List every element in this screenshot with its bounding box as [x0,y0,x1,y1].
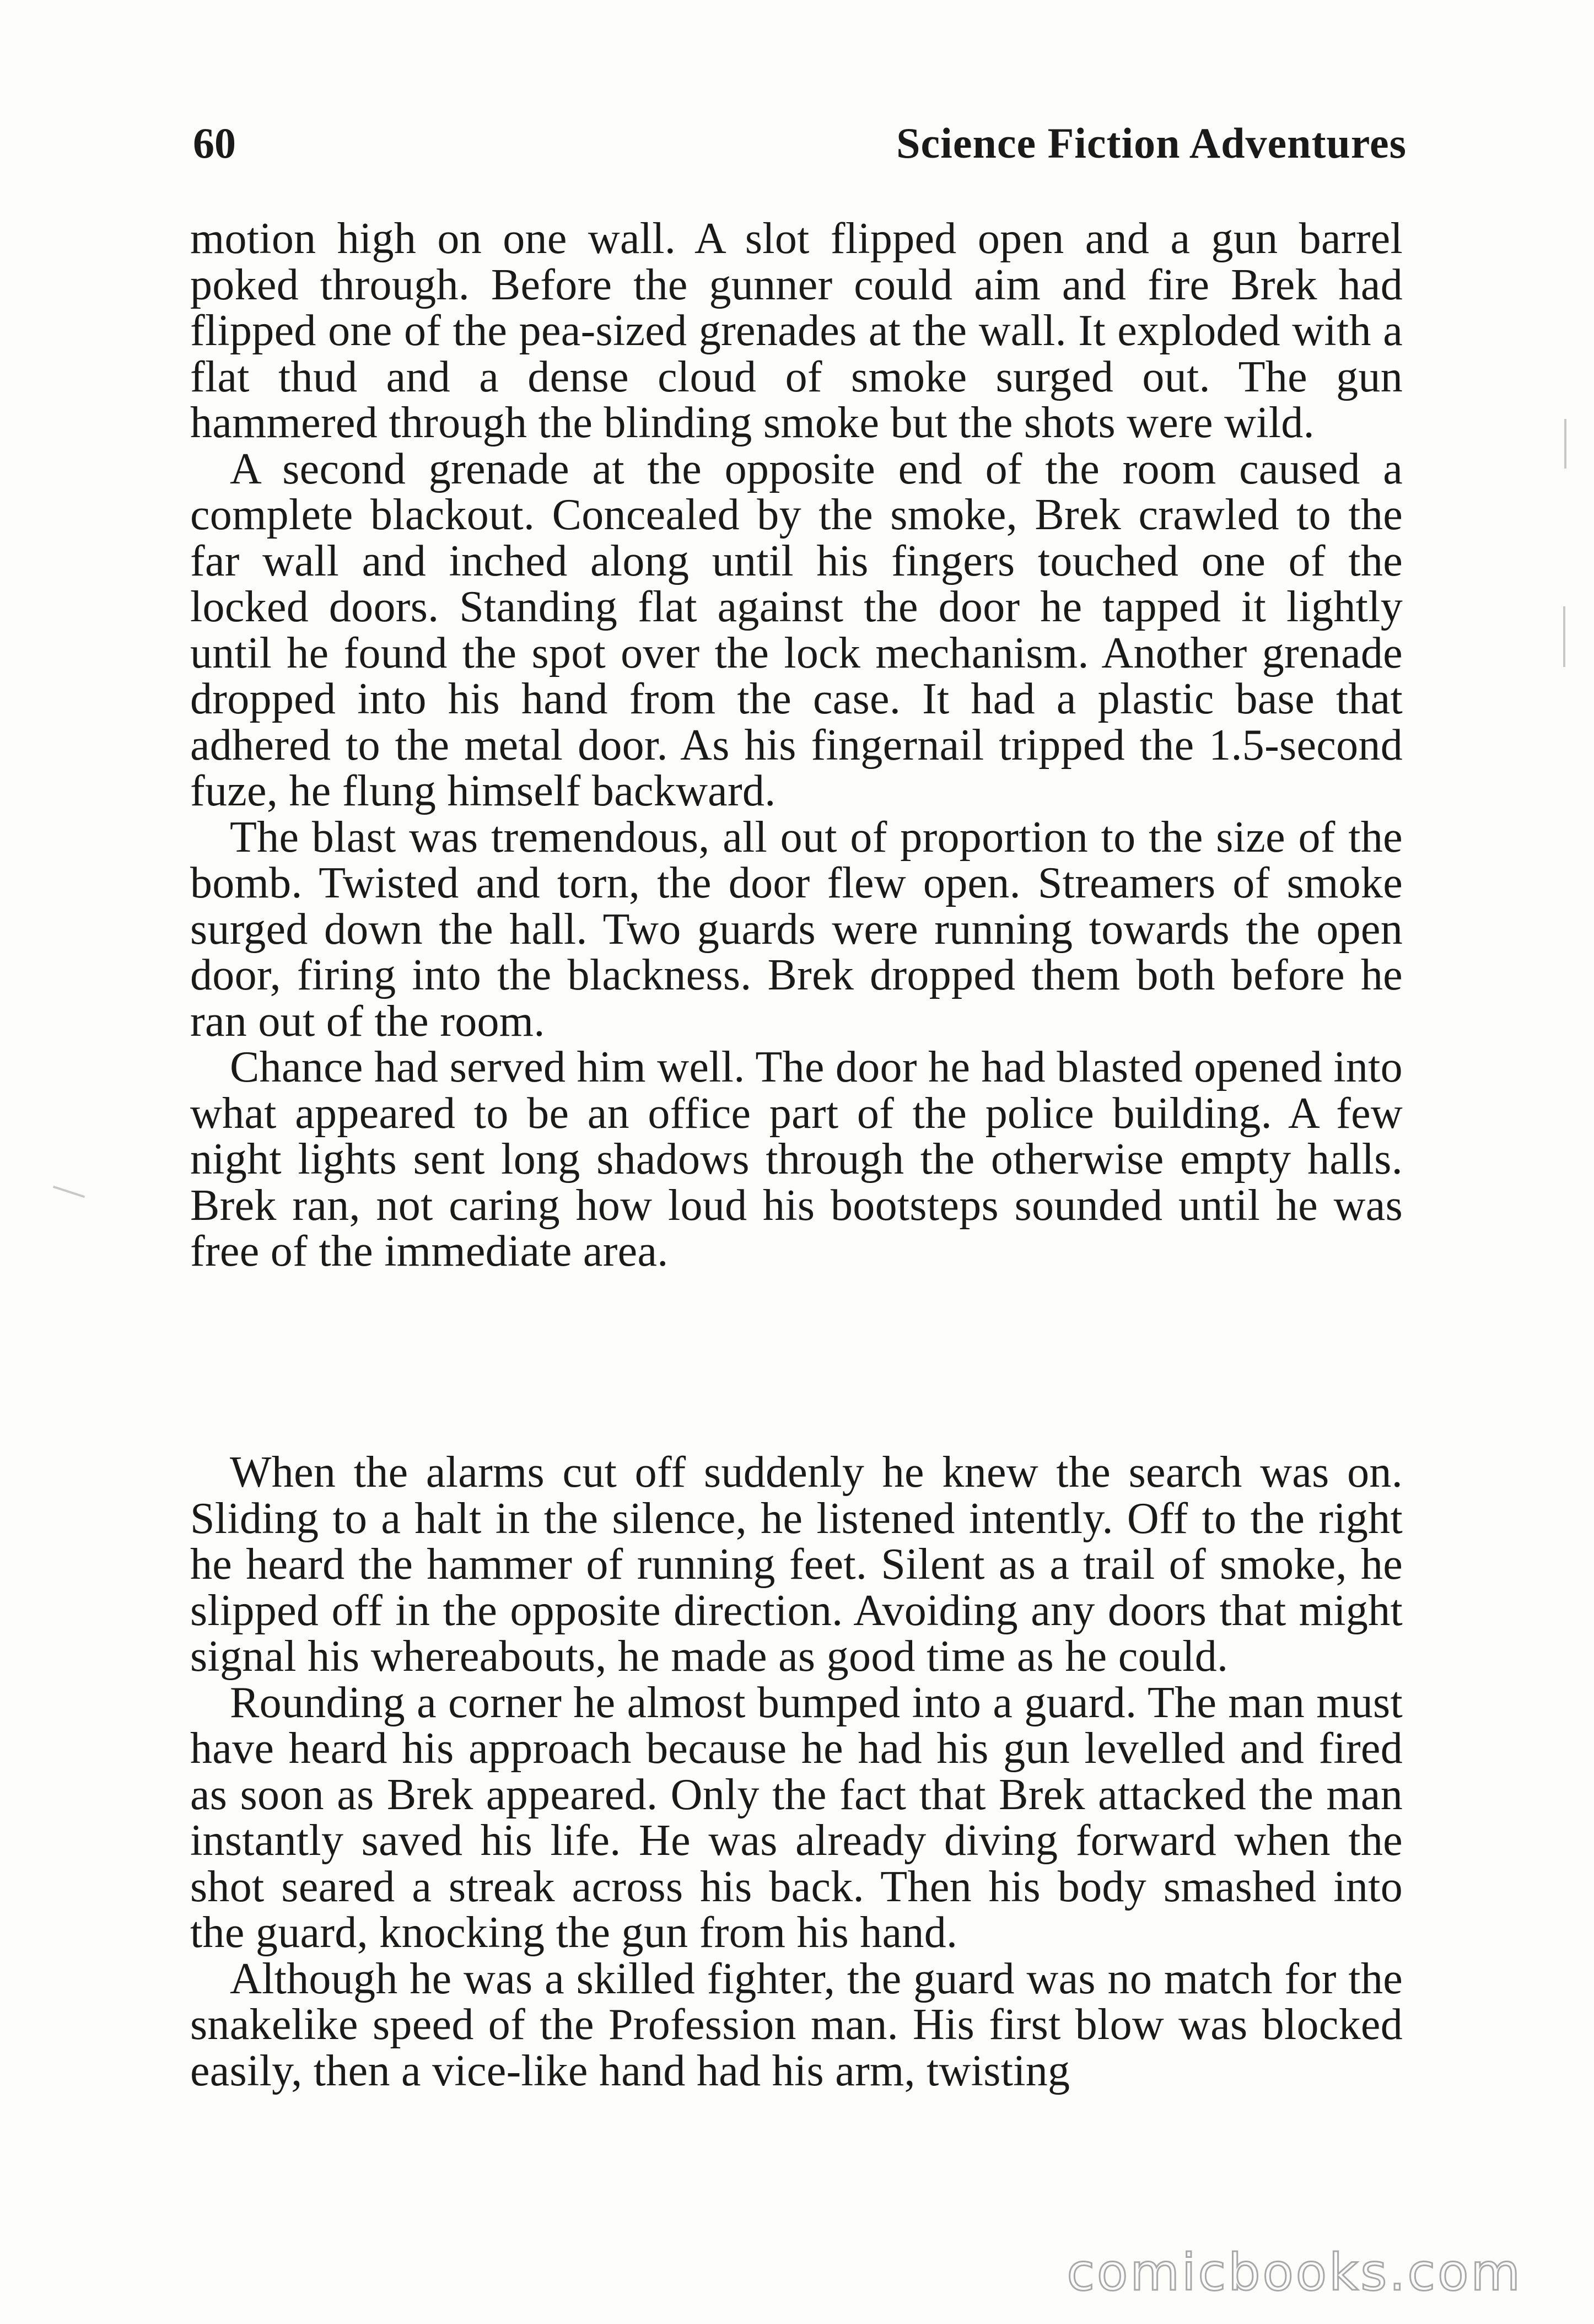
paragraph: Rounding a corner he almost bumped into a guard. The man must have heard his approach because he had his gun levelled and fired as soon as Brek appeared. Only the fact that Brek attacked the man instantly saved his life. He was already diving forward when the shot seared a streak across his back. Then his body smashed into the guard, knocking the gun from his hand. [190,1678,1403,1957]
text-section-2 [190,1450,1403,2094]
page-header [193,119,1407,179]
paragraph: Although he was a skilled fighter, the guard was no match for the snakelike speed of the Profession man. His first blow was blocked easily, then a vice-like hand had his arm, twisting [190,1954,1403,2095]
scan-artifact [1564,419,1566,469]
paragraph: motion high on one wall. A slot flipped open and a gun barrel poked through. Before the gunner could aim and fire Brek had flipped one of the pea-sized grenades at the wall. It exploded with a flat thud and a dense cloud of smoke surged out. The gun hammered through the blinding smoke but the shots were wild. [190,214,1403,447]
scan-artifact [53,1186,85,1198]
paragraph: When the alarms cut off suddenly he knew the search was on. Sliding to a halt in the silence, he listened intently. Off to the right he heard the hammer of running feet. Silent as a trail of smoke, he slipped off in the opposite direction. Avoiding any doors that might signal his whereabouts, he made as good time as he could. [190,1448,1403,1681]
paragraph: The blast was tremendous, all out of proportion to the size of the bomb. Twisted and torn, the door flew open. Streamers of smoke surged down the hall. Two guards were running towards the open door, firing into the blackness. Brek dropped them both before he ran out of the room. [190,813,1403,1046]
text-section-1 [190,216,1403,1275]
watermark-logo: comicbooks.com [1067,2243,1522,2302]
scan-artifact [1563,606,1565,667]
paragraph: Chance had served him well. The door he had blasted opened into what appeared to be an office part of the police building. A few night lights sent long shadows through the otherwise empty halls. Brek ran, not caring how loud his bootsteps sounded until he was free of the immediate area. [190,1043,1403,1276]
page-number: 60 [193,119,236,167]
running-title: Science Fiction Adventures [896,119,1407,167]
paragraph: A second grenade at the opposite end of the room caused a complete blackout. Concealed by the smoke, Brek crawled to the far wall and inched along until his fingers touched one of the locked doors. Standing flat against the door he tapped it lightly until he found the spot over the lock mechanism. Another grenade dropped into his hand from the case. It had a plastic base that adhered to the metal door. As his fingernail tripped the 1.5-second fuze, he flung himself backward. [190,444,1403,815]
